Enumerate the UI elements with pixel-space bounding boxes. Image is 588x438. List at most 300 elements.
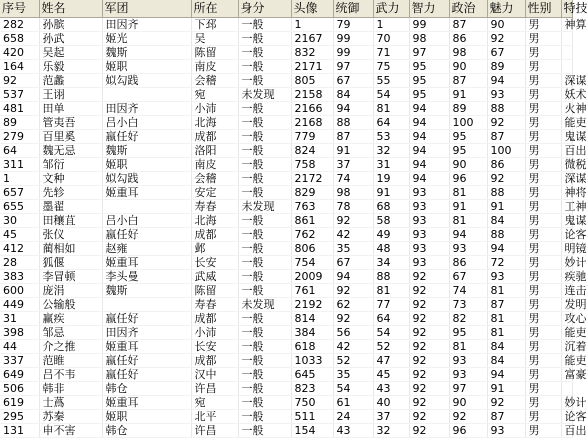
cell-strength: 64 bbox=[373, 116, 409, 130]
cell-intelligence: 93 bbox=[409, 256, 449, 270]
cell-location: 寿春 bbox=[191, 298, 238, 312]
cell-name: 邹衍 bbox=[39, 158, 102, 172]
cell-skill: 妙计 bbox=[561, 256, 572, 270]
cell-portrait: 805 bbox=[291, 74, 333, 88]
cell-legion: 嬴任好 bbox=[102, 312, 191, 326]
cell-gender: 男 bbox=[525, 214, 561, 228]
table-row[interactable] bbox=[0, 186, 572, 200]
cell-status: 一般 bbox=[238, 130, 291, 144]
cell-charm: 84 bbox=[487, 340, 525, 354]
cell-politics: 67 bbox=[449, 270, 487, 284]
table-row[interactable] bbox=[0, 172, 572, 186]
cell-location: 小沛 bbox=[191, 102, 238, 116]
cell-status: 未发现 bbox=[238, 298, 291, 312]
cell-skill bbox=[561, 32, 572, 46]
cell-intelligence: 94 bbox=[409, 144, 449, 158]
cell-name: 蔺相如 bbox=[39, 242, 102, 256]
cell-id: 398 bbox=[0, 326, 39, 340]
cell-gender: 男 bbox=[525, 284, 561, 298]
cell-strength: 70 bbox=[373, 32, 409, 46]
cell-name: 介之推 bbox=[39, 340, 102, 354]
cell-gender: 男 bbox=[525, 298, 561, 312]
table-row[interactable] bbox=[0, 18, 572, 32]
cell-status: 一般 bbox=[238, 424, 291, 438]
table-row[interactable] bbox=[0, 46, 572, 60]
cell-name: 田单 bbox=[39, 102, 102, 116]
cell-intelligence: 95 bbox=[409, 60, 449, 74]
cell-portrait: 2167 bbox=[291, 32, 333, 46]
cell-strength: 40 bbox=[373, 396, 409, 410]
table-row[interactable] bbox=[0, 284, 572, 298]
cell-portrait: 2192 bbox=[291, 298, 333, 312]
cell-skill: 发明 bbox=[561, 298, 572, 312]
cell-leadership: 99 bbox=[333, 46, 373, 60]
cell-status: 一般 bbox=[238, 158, 291, 172]
cell-skill bbox=[561, 382, 572, 396]
cell-intelligence: 92 bbox=[409, 354, 449, 368]
cell-location: 成都 bbox=[191, 228, 238, 242]
table-row[interactable] bbox=[0, 88, 572, 102]
cell-status: 一般 bbox=[238, 368, 291, 382]
cell-id: 420 bbox=[0, 46, 39, 60]
cell-location: 南皮 bbox=[191, 60, 238, 74]
cell-status: 一般 bbox=[238, 410, 291, 424]
cell-legion bbox=[102, 298, 191, 312]
cell-politics: 87 bbox=[449, 18, 487, 32]
cell-skill: 沉着 bbox=[561, 340, 572, 354]
cell-portrait: 2171 bbox=[291, 60, 333, 74]
cell-legion: 吕小白 bbox=[102, 214, 191, 228]
table-row[interactable] bbox=[0, 242, 572, 256]
table-row[interactable] bbox=[0, 340, 572, 354]
cell-id: 295 bbox=[0, 410, 39, 424]
cell-id: 64 bbox=[0, 144, 39, 158]
col-header-skill[interactable]: 特技 bbox=[561, 0, 572, 18]
cell-politics: 93 bbox=[449, 354, 487, 368]
cell-legion: 姬光 bbox=[102, 32, 191, 46]
cell-skill: 微税 bbox=[561, 158, 572, 172]
cell-portrait: 758 bbox=[291, 158, 333, 172]
cell-name: 吴起 bbox=[39, 46, 102, 60]
cell-strength: 55 bbox=[373, 74, 409, 88]
cell-status: 一般 bbox=[238, 60, 291, 74]
cell-name: 范蠡 bbox=[39, 74, 102, 88]
cell-location: 武威 bbox=[191, 270, 238, 284]
cell-location: 洛阳 bbox=[191, 144, 238, 158]
cell-id: 657 bbox=[0, 186, 39, 200]
cell-intelligence: 92 bbox=[409, 312, 449, 326]
cell-location: 邺 bbox=[191, 242, 238, 256]
cell-leadership: 43 bbox=[333, 424, 373, 438]
cell-portrait: 1 bbox=[291, 18, 333, 32]
cell-leadership: 42 bbox=[333, 340, 373, 354]
cell-name: 孙武 bbox=[39, 32, 102, 46]
cell-location: 南皮 bbox=[191, 158, 238, 172]
cell-intelligence: 92 bbox=[409, 396, 449, 410]
cell-legion bbox=[102, 200, 191, 214]
cell-politics: 89 bbox=[449, 102, 487, 116]
cell-id: 649 bbox=[0, 368, 39, 382]
cell-intelligence: 99 bbox=[409, 18, 449, 32]
cell-skill: 鬼谋 bbox=[561, 130, 572, 144]
cell-location: 成都 bbox=[191, 312, 238, 326]
cell-leadership: 91 bbox=[333, 144, 373, 158]
cell-id: 619 bbox=[0, 396, 39, 410]
cell-gender: 男 bbox=[525, 186, 561, 200]
cell-legion: 姬职 bbox=[102, 158, 191, 172]
cell-politics: 94 bbox=[449, 228, 487, 242]
cell-legion: 田因齐 bbox=[102, 102, 191, 116]
cell-intelligence: 93 bbox=[409, 186, 449, 200]
cell-portrait: 1033 bbox=[291, 354, 333, 368]
cell-intelligence: 94 bbox=[409, 102, 449, 116]
cell-legion: 姬职 bbox=[102, 60, 191, 74]
cell-gender: 男 bbox=[525, 424, 561, 438]
cell-id: 481 bbox=[0, 102, 39, 116]
cell-location: 安定 bbox=[191, 186, 238, 200]
cell-politics: 96 bbox=[449, 424, 487, 438]
cell-location: 北海 bbox=[191, 214, 238, 228]
cell-name: 管夷吾 bbox=[39, 116, 102, 130]
cell-charm: 93 bbox=[487, 424, 525, 438]
cell-leadership: 56 bbox=[333, 326, 373, 340]
cell-portrait: 2166 bbox=[291, 102, 333, 116]
cell-charm: 81 bbox=[487, 312, 525, 326]
cell-intelligence: 94 bbox=[409, 116, 449, 130]
cell-intelligence: 94 bbox=[409, 130, 449, 144]
cell-id: 655 bbox=[0, 200, 39, 214]
cell-name: 士蔿 bbox=[39, 396, 102, 410]
cell-location: 北平 bbox=[191, 410, 238, 424]
cell-skill: 工神 bbox=[561, 200, 572, 214]
cell-gender: 男 bbox=[525, 116, 561, 130]
table-row[interactable] bbox=[0, 116, 572, 130]
cell-location: 成都 bbox=[191, 354, 238, 368]
cell-location: 北海 bbox=[191, 116, 238, 130]
cell-status: 一般 bbox=[238, 228, 291, 242]
cell-intelligence: 95 bbox=[409, 74, 449, 88]
cell-skill: 论客 bbox=[561, 410, 572, 424]
col-header-name[interactable]: 姓名 bbox=[39, 0, 102, 18]
cell-id: 45 bbox=[0, 228, 39, 242]
cell-charm: 92 bbox=[487, 32, 525, 46]
cell-gender: 男 bbox=[525, 228, 561, 242]
cell-skill: 神将 bbox=[561, 186, 572, 200]
cell-status: 一般 bbox=[238, 74, 291, 88]
cell-portrait: 645 bbox=[291, 368, 333, 382]
cell-name: 墨翟 bbox=[39, 200, 102, 214]
cell-name: 韩非 bbox=[39, 382, 102, 396]
cell-intelligence: 93 bbox=[409, 242, 449, 256]
cell-leadership: 37 bbox=[333, 158, 373, 172]
cell-politics: 95 bbox=[449, 144, 487, 158]
table-row[interactable] bbox=[0, 144, 572, 158]
table-row[interactable] bbox=[0, 32, 572, 46]
cell-intelligence: 94 bbox=[409, 158, 449, 172]
officer-rows bbox=[0, 18, 587, 438]
cell-legion: 姬重耳 bbox=[102, 340, 191, 354]
cell-strength: 1 bbox=[373, 18, 409, 32]
cell-id: 600 bbox=[0, 284, 39, 298]
cell-legion: 韩仓 bbox=[102, 424, 191, 438]
cell-intelligence: 92 bbox=[409, 424, 449, 438]
cell-skill: 疾驰 bbox=[561, 270, 572, 284]
cell-name: 范睢 bbox=[39, 354, 102, 368]
cell-portrait: 823 bbox=[291, 382, 333, 396]
cell-politics: 93 bbox=[449, 368, 487, 382]
table-row[interactable] bbox=[0, 326, 572, 340]
col-header-id[interactable]: 序号 bbox=[0, 0, 39, 18]
cell-intelligence: 92 bbox=[409, 410, 449, 424]
col-header-strength[interactable]: 武力 bbox=[373, 0, 409, 18]
cell-id: 92 bbox=[0, 74, 39, 88]
cell-strength: 75 bbox=[373, 60, 409, 74]
cell-name: 先轸 bbox=[39, 186, 102, 200]
cell-strength: 64 bbox=[373, 312, 409, 326]
cell-charm: 93 bbox=[487, 270, 525, 284]
cell-leadership: 92 bbox=[333, 214, 373, 228]
cell-skill: 妖术 bbox=[561, 88, 572, 102]
cell-portrait: 754 bbox=[291, 256, 333, 270]
cell-leadership: 94 bbox=[333, 102, 373, 116]
cell-charm: 89 bbox=[487, 60, 525, 74]
cell-status: 未发现 bbox=[238, 200, 291, 214]
cell-id: 337 bbox=[0, 354, 39, 368]
col-header-legion[interactable]: 军团 bbox=[102, 0, 191, 18]
cell-location: 小沛 bbox=[191, 326, 238, 340]
cell-charm: 93 bbox=[487, 88, 525, 102]
col-header-politics[interactable]: 政治 bbox=[449, 0, 487, 18]
cell-politics: 97 bbox=[449, 382, 487, 396]
cell-politics: 82 bbox=[449, 312, 487, 326]
cell-charm: 88 bbox=[487, 228, 525, 242]
cell-gender: 男 bbox=[525, 270, 561, 284]
cell-portrait: 2158 bbox=[291, 88, 333, 102]
cell-intelligence: 98 bbox=[409, 32, 449, 46]
cell-politics: 90 bbox=[449, 396, 487, 410]
cell-intelligence: 92 bbox=[409, 340, 449, 354]
cell-name: 张仪 bbox=[39, 228, 102, 242]
cell-location: 长安 bbox=[191, 340, 238, 354]
cell-leadership: 42 bbox=[333, 228, 373, 242]
table-row[interactable] bbox=[0, 312, 572, 326]
cell-skill: 鬼谋 bbox=[561, 214, 572, 228]
cell-name: 文种 bbox=[39, 172, 102, 186]
cell-name: 邹忌 bbox=[39, 326, 102, 340]
cell-portrait: 154 bbox=[291, 424, 333, 438]
cell-status: 一般 bbox=[238, 256, 291, 270]
cell-strength: 48 bbox=[373, 242, 409, 256]
cell-portrait: 618 bbox=[291, 340, 333, 354]
cell-portrait: 814 bbox=[291, 312, 333, 326]
cell-gender: 男 bbox=[525, 340, 561, 354]
cell-leadership: 99 bbox=[333, 32, 373, 46]
cell-status: 一般 bbox=[238, 46, 291, 60]
cell-skill: 能吏 bbox=[561, 326, 572, 340]
cell-id: 537 bbox=[0, 88, 39, 102]
cell-name: 李冒顿 bbox=[39, 270, 102, 284]
cell-legion: 吕小白 bbox=[102, 116, 191, 130]
cell-strength: 88 bbox=[373, 270, 409, 284]
col-header-gender[interactable]: 性别 bbox=[525, 0, 561, 18]
cell-legion: 李头曼 bbox=[102, 270, 191, 284]
cell-leadership: 74 bbox=[333, 172, 373, 186]
cell-name: 苏秦 bbox=[39, 410, 102, 424]
cell-strength: 71 bbox=[373, 46, 409, 60]
cell-skill: 百出 bbox=[561, 424, 572, 438]
cell-politics: 87 bbox=[449, 74, 487, 88]
cell-gender: 男 bbox=[525, 102, 561, 116]
cell-id: 449 bbox=[0, 298, 39, 312]
cell-intelligence: 93 bbox=[409, 228, 449, 242]
table-row[interactable] bbox=[0, 368, 572, 382]
cell-id: 658 bbox=[0, 32, 39, 46]
table-row[interactable] bbox=[0, 60, 572, 74]
cell-intelligence: 92 bbox=[409, 284, 449, 298]
cell-legion: 嬴任好 bbox=[102, 130, 191, 144]
cell-location: 寿春 bbox=[191, 200, 238, 214]
cell-strength: 81 bbox=[373, 102, 409, 116]
cell-charm: 90 bbox=[487, 18, 525, 32]
cell-leadership: 84 bbox=[333, 88, 373, 102]
cell-legion: 嬴任好 bbox=[102, 368, 191, 382]
cell-strength: 19 bbox=[373, 172, 409, 186]
cell-portrait: 750 bbox=[291, 396, 333, 410]
cell-status: 一般 bbox=[238, 144, 291, 158]
cell-location: 吴 bbox=[191, 32, 238, 46]
table-row[interactable] bbox=[0, 298, 572, 312]
cell-politics: 96 bbox=[449, 172, 487, 186]
table-row[interactable] bbox=[0, 424, 572, 438]
cell-gender: 男 bbox=[525, 354, 561, 368]
table-row[interactable] bbox=[0, 270, 572, 284]
cell-leadership: 88 bbox=[333, 116, 373, 130]
col-header-portrait[interactable]: 头像 bbox=[291, 0, 333, 18]
cell-status: 一般 bbox=[238, 340, 291, 354]
cell-legion: 姬职 bbox=[102, 410, 191, 424]
cell-status: 一般 bbox=[238, 172, 291, 186]
cell-gender: 男 bbox=[525, 382, 561, 396]
cell-politics: 93 bbox=[449, 242, 487, 256]
cell-politics: 81 bbox=[449, 340, 487, 354]
cell-status: 一般 bbox=[238, 32, 291, 46]
header-row bbox=[0, 0, 572, 18]
cell-intelligence: 92 bbox=[409, 326, 449, 340]
cell-status: 一般 bbox=[238, 396, 291, 410]
cell-location: 长安 bbox=[191, 256, 238, 270]
cell-legion: 田因齐 bbox=[102, 326, 191, 340]
cell-politics: 92 bbox=[449, 410, 487, 424]
cell-portrait: 832 bbox=[291, 46, 333, 60]
cell-gender: 男 bbox=[525, 74, 561, 88]
cell-portrait: 829 bbox=[291, 186, 333, 200]
cell-strength: 91 bbox=[373, 186, 409, 200]
cell-portrait: 763 bbox=[291, 200, 333, 214]
cell-charm: 87 bbox=[487, 298, 525, 312]
cell-location: 宛 bbox=[191, 88, 238, 102]
cell-skill: 论客 bbox=[561, 228, 572, 242]
cell-gender: 男 bbox=[525, 368, 561, 382]
cell-location: 下邳 bbox=[191, 18, 238, 32]
cell-strength: 43 bbox=[373, 382, 409, 396]
cell-leadership: 52 bbox=[333, 354, 373, 368]
table-row[interactable] bbox=[0, 130, 572, 144]
cell-portrait: 779 bbox=[291, 130, 333, 144]
cell-skill: 攻心 bbox=[561, 312, 572, 326]
col-header-leadership[interactable]: 统御 bbox=[333, 0, 373, 18]
cell-politics: 73 bbox=[449, 298, 487, 312]
cell-location: 会稽 bbox=[191, 74, 238, 88]
table-row[interactable] bbox=[0, 396, 572, 410]
cell-skill: 火神 bbox=[561, 102, 572, 116]
col-header-location[interactable]: 所在 bbox=[191, 0, 238, 18]
cell-charm: 84 bbox=[487, 214, 525, 228]
table-row[interactable] bbox=[0, 382, 572, 396]
cell-charm: 94 bbox=[487, 242, 525, 256]
cell-gender: 男 bbox=[525, 396, 561, 410]
cell-status: 一般 bbox=[238, 116, 291, 130]
cell-id: 282 bbox=[0, 18, 39, 32]
table-row[interactable] bbox=[0, 354, 572, 368]
cell-leadership: 79 bbox=[333, 18, 373, 32]
cell-politics: 74 bbox=[449, 284, 487, 298]
cell-gender: 男 bbox=[525, 172, 561, 186]
cell-name: 吕不韦 bbox=[39, 368, 102, 382]
cell-skill: 深谋 bbox=[561, 74, 572, 88]
table-row[interactable] bbox=[0, 200, 572, 214]
cell-leadership: 67 bbox=[333, 256, 373, 270]
table-row[interactable] bbox=[0, 228, 572, 242]
cell-portrait: 762 bbox=[291, 228, 333, 242]
table-row[interactable] bbox=[0, 102, 572, 116]
cell-strength: 54 bbox=[373, 88, 409, 102]
table-row[interactable] bbox=[0, 214, 572, 228]
cell-id: 89 bbox=[0, 116, 39, 130]
cell-id: 412 bbox=[0, 242, 39, 256]
col-header-intelligence[interactable]: 智力 bbox=[409, 0, 449, 18]
cell-leadership: 87 bbox=[333, 130, 373, 144]
table-row[interactable] bbox=[0, 256, 572, 270]
cell-legion: 姒勾践 bbox=[102, 172, 191, 186]
cell-location: 许昌 bbox=[191, 382, 238, 396]
table-row[interactable] bbox=[0, 158, 572, 172]
cell-name: 孙膑 bbox=[39, 18, 102, 32]
cell-portrait: 2009 bbox=[291, 270, 333, 284]
cell-charm: 91 bbox=[487, 200, 525, 214]
cell-politics: 98 bbox=[449, 46, 487, 60]
cell-name: 魏无忌 bbox=[39, 144, 102, 158]
cell-skill: 明镜 bbox=[561, 242, 572, 256]
cell-charm: 72 bbox=[487, 256, 525, 270]
table-row[interactable] bbox=[0, 410, 572, 424]
cell-status: 一般 bbox=[238, 242, 291, 256]
cell-legion: 姬重耳 bbox=[102, 186, 191, 200]
col-header-status[interactable]: 身分 bbox=[238, 0, 291, 18]
cell-leadership: 24 bbox=[333, 410, 373, 424]
cell-leadership: 67 bbox=[333, 74, 373, 88]
cell-leadership: 62 bbox=[333, 298, 373, 312]
col-header-charm[interactable]: 魅力 bbox=[487, 0, 525, 18]
cell-leadership: 92 bbox=[333, 312, 373, 326]
cell-legion: 魏斯 bbox=[102, 46, 191, 60]
cell-charm: 87 bbox=[487, 410, 525, 424]
cell-id: 28 bbox=[0, 256, 39, 270]
cell-intelligence: 95 bbox=[409, 88, 449, 102]
cell-portrait: 761 bbox=[291, 284, 333, 298]
cell-location: 会稽 bbox=[191, 172, 238, 186]
cell-legion: 赵雍 bbox=[102, 242, 191, 256]
table-row[interactable] bbox=[0, 74, 572, 88]
